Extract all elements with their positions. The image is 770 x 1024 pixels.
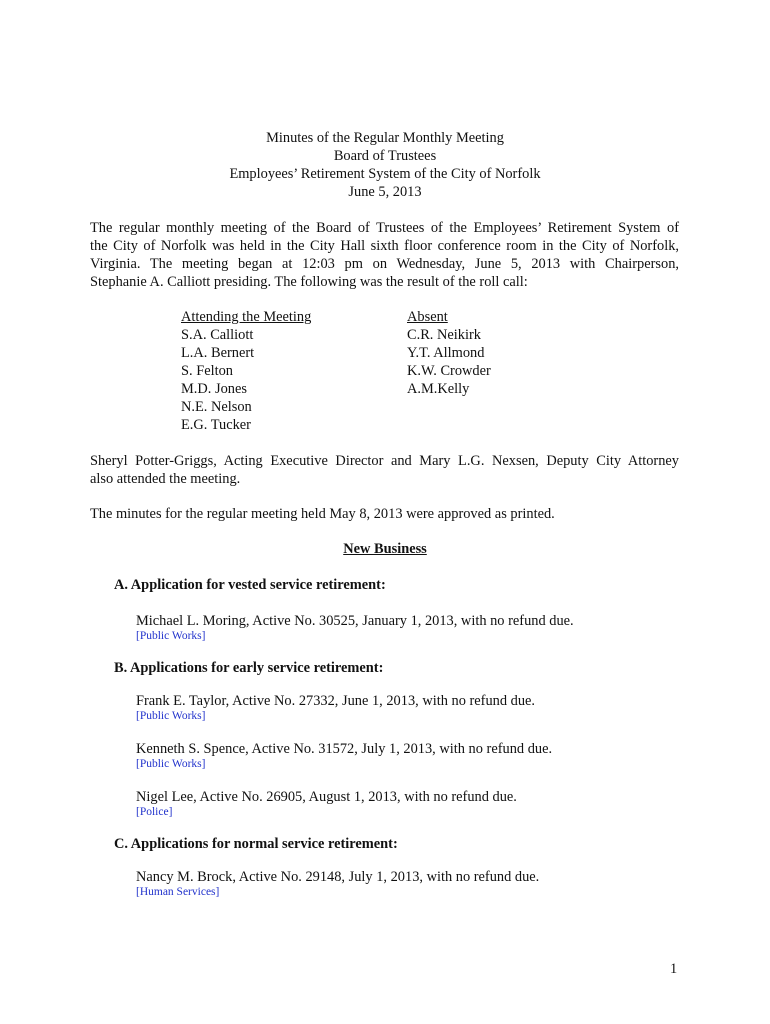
- title-date: June 5, 2013: [348, 184, 422, 200]
- absent-header: Absent: [407, 309, 448, 325]
- new-business-title: New Business: [343, 541, 427, 557]
- intro-line: the City of Norfolk was held in the City Hall sixth floor conference room in the City of Norfolk,: [90, 238, 679, 254]
- title-line-2: Board of Trustees: [333, 148, 437, 164]
- retirement-entry: Frank E. Taylor, Active No. 27332, June 1, 2013, with no refund due.: [136, 693, 536, 709]
- page-number: 1: [670, 961, 678, 977]
- department-tag: [Police]: [136, 806, 173, 818]
- attending-header: Attending the Meeting: [181, 309, 312, 325]
- attending-member: S. Felton: [181, 363, 233, 379]
- absent-member: C.R. Neikirk: [407, 327, 481, 343]
- absent-member: Y.T. Allmond: [407, 345, 485, 361]
- attending-member: L.A. Bernert: [181, 345, 255, 361]
- attending-member: M.D. Jones: [181, 381, 247, 397]
- department-tag: [Public Works]: [136, 710, 206, 722]
- section-c-heading: C. Applications for normal service retirement:: [114, 836, 398, 852]
- absent-member: K.W. Crowder: [407, 363, 491, 379]
- attendance-line: also attended the meeting.: [90, 471, 241, 487]
- section-a-heading: A. Application for vested service retirement:: [114, 577, 386, 593]
- section-b-heading: B. Applications for early service retirement:: [114, 660, 384, 676]
- intro-line: Virginia. The meeting began at 12:03 pm on Wednesday, June 5, 2013 with Chairperson,: [90, 256, 679, 272]
- department-tag: [Public Works]: [136, 630, 206, 642]
- retirement-entry: Michael L. Moring, Active No. 30525, January 1, 2013, with no refund due.: [136, 613, 574, 629]
- retirement-entry: Kenneth S. Spence, Active No. 31572, July 1, 2013, with no refund due.: [136, 741, 553, 757]
- attendance-line: Sheryl Potter-Griggs, Acting Executive Director and Mary L.G. Nexsen, Deputy City Attorney: [90, 453, 679, 469]
- absent-member: A.M.Kelly: [407, 381, 470, 397]
- attending-member: E.G. Tucker: [181, 417, 251, 433]
- intro-line: The regular monthly meeting of the Board of Trustees of the Employees’ Retirement System of: [90, 220, 679, 236]
- title-line-3: Employees’ Retirement System of the City of Norfolk: [229, 166, 541, 182]
- retirement-entry: Nigel Lee, Active No. 26905, August 1, 2013, with no refund due.: [136, 789, 517, 805]
- intro-line: Stephanie A. Calliott presiding. The following was the result of the roll call:: [90, 274, 528, 290]
- attending-member: N.E. Nelson: [181, 399, 252, 415]
- attendance-note: [90, 452, 679, 488]
- intro-paragraph: [90, 219, 679, 291]
- minutes-approval: The minutes for the regular meeting held May 8, 2013 were approved as printed.: [90, 506, 555, 522]
- retirement-entry: Nancy M. Brock, Active No. 29148, July 1, 2013, with no refund due.: [136, 869, 540, 885]
- department-tag: [Public Works]: [136, 758, 206, 770]
- department-tag: [Human Services]: [136, 886, 220, 898]
- attending-member: S.A. Calliott: [181, 327, 254, 343]
- title-line-1: Minutes of the Regular Monthly Meeting: [266, 130, 504, 146]
